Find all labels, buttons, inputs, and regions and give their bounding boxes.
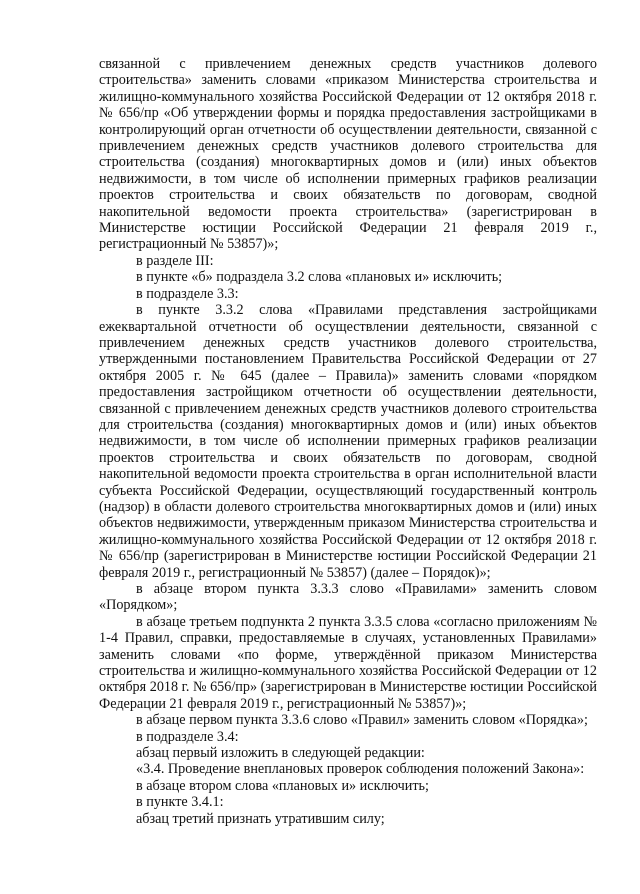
paragraph-item-3-3-6: в абзаце первом пункта 3.3.6 слово «Правил» заменить словом «Порядка»; [136, 712, 588, 729]
paragraph-3-4-title: «3.4. Проведение внеплановых проверок соблюдения положений Закона»: [136, 761, 585, 778]
paragraph-subsection-3-4: в подразделе 3.4: [136, 728, 239, 745]
paragraph-item-3-3-5: в абзаце третьем подпункта 2 пункта 3.3.5 слова «согласно приложениям № 1-4 Правил, справки, предоставляемые в случаях, установленных Правилами» заменить словами «по форме, утверждённой приказом Министерства строительства и жилищно-коммунального хозяйства Российской Федерации от 12 октября 2018 г. № 656/пр» (зарегистрирован в Министерстве юстиции Российской Федерации 21 февраля 2019 г., регистрационный № 53857)»; [99, 613, 597, 712]
paragraph-item-3-4-1: в пункте 3.4.1: [136, 794, 224, 811]
paragraph-third-abzac: абзац третий признать утратившим силу; [136, 810, 385, 827]
paragraph-continuation: связанной с привлечением денежных средств участников долевого строительства» заменить словами «приказом Министерства строительства и жилищно-коммунального хозяйства Российской Федерации от 12 октября 2018 г. № 656/пр «Об утверждении формы и порядка предоставления застройщиками в контролирующий орган отчетности об осуществлении деятельности, связанной с привлечением денежных средств участников долевого строительства для строительства (создания) многоквартирных домов и (или) иных объектов недвижимости, в том числе об исполнении примерных графиков реализации проектов строительства и своих обязательств по договорам, сводной накопительной ведомости проекта строительства» (зарегистрирован в Министерстве юстиции Российской Федерации 21 февраля 2019 г., регистрационный № 53857)»; [99, 56, 597, 253]
paragraph-section-iii: в разделе III: [136, 252, 214, 269]
paragraph-item-3-2: в пункте «б» подраздела 3.2 слова «плановых и» исключить; [136, 269, 503, 286]
paragraph-item-3-3-3: в абзаце втором пункта 3.3.3 слово «Правилами» заменить словом «Порядком»; [99, 581, 597, 614]
paragraph-subsection-3-3: в подразделе 3.3: [136, 285, 239, 302]
document-body [99, 56, 597, 827]
paragraph-item-3-3-2: в пункте 3.3.2 слова «Правилами представления застройщиками ежеквартальной отчетности об осуществлении деятельности, связанной с привлечением денежных средств участников долевого строительства, утвержденными постановлением Правительства Российской Федерации от 27 октября 2005 г. № 645 (далее – Правила)» заменить словами «порядком предоставления застройщиком отчетности об осуществлении деятельности, связанной с привлечением денежных средств участников долевого строительства для строительства (создания) многоквартирных домов и (или) иных объектов недвижимости, в том числе об исполнении примерных графиков реализации проектов строительства и своих обязательств по договорам, сводной накопительной ведомости проекта строительства в орган исполнительной власти субъекта Российской Федерации, осуществляющий государственный контроль (надзор) в области долевого строительства многоквартирных домов и (или) иных объектов недвижимости, утвержденным приказом Министерства строительства и жилищно-коммунального хозяйства Российской Федерации от 12 октября 2018 г. № 656/пр (зарегистрирован в Министерстве юстиции Российской Федерации 21 февраля 2019 г., регистрационный № 53857) (далее – Порядок)»; [99, 302, 597, 581]
paragraph-first-abzac: абзац первый изложить в следующей редакции: [136, 745, 425, 762]
paragraph-second-abzac: в абзаце втором слова «плановых и» исключить; [136, 777, 429, 794]
